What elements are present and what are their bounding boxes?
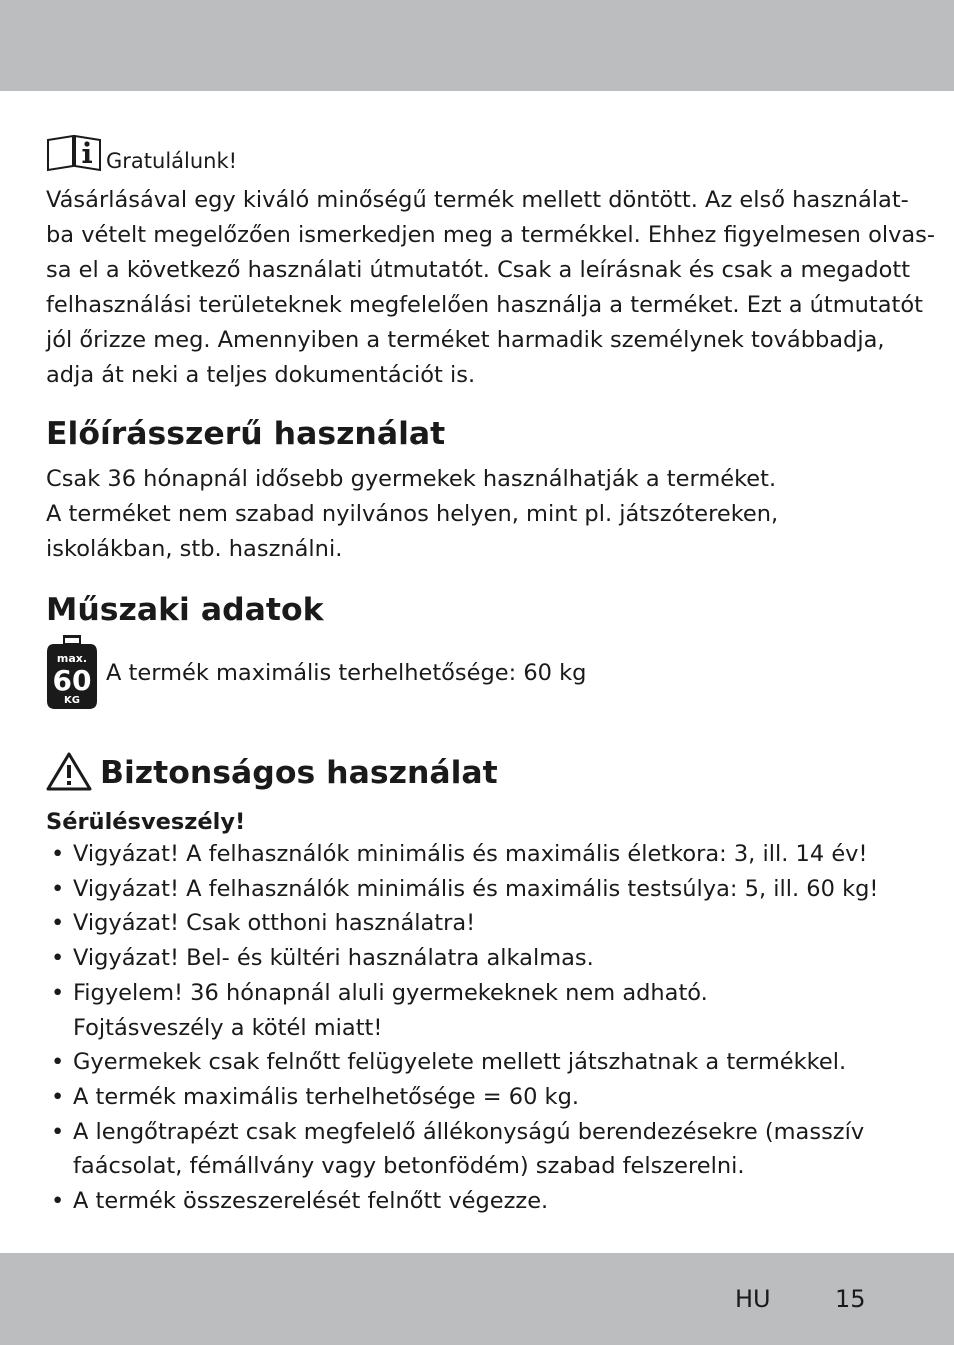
max-weight-icon-unit: KG bbox=[64, 695, 80, 706]
bullet-dot: • bbox=[51, 875, 65, 902]
page-content bbox=[46, 134, 936, 1219]
info-book-icon bbox=[46, 134, 102, 183]
bullet-dot: • bbox=[51, 1188, 65, 1215]
safety-list bbox=[46, 837, 914, 1219]
list-item: • Figyelem! 36 hónapnál aluli gyermekeknek nem adható. Fojtásveszély a kötél miatt! bbox=[46, 976, 914, 1045]
intro-line: felhasználási területeknek megfelelően használja a terméket. Ezt a útmutatót bbox=[46, 292, 923, 318]
list-item: • A termék maximális terhelhetősége = 60 kg. bbox=[46, 1080, 914, 1115]
list-item: • Vigyázat! A felhasználók minimális és maximális életkora: 3, ill. 14 év! bbox=[46, 837, 914, 872]
intro-line: sa el a következő használati útmutatót. Csak a leírásnak és csak a megadott bbox=[46, 257, 911, 283]
list-item: • A termék összeszerelését felnőtt végezze. bbox=[46, 1184, 914, 1219]
safety-heading: Biztonságos használat bbox=[100, 755, 498, 791]
list-item: • Vigyázat! Bel- és kültéri használatra alkalmas. bbox=[46, 941, 914, 976]
max-load-text: A termék maximális terhelhetősége: 60 kg bbox=[106, 660, 587, 686]
warning-triangle-icon bbox=[46, 751, 92, 795]
list-item: • Gyermekek csak felnőtt felügyelete mellett játszhatnak a termékkel. bbox=[46, 1045, 914, 1080]
bullet-dot: • bbox=[51, 1118, 65, 1145]
intended-use-line: Csak 36 hónapnál idősebb gyermekek használhatják a terméket. bbox=[46, 466, 777, 492]
max-weight-icon bbox=[46, 632, 98, 714]
bullet-dot: • bbox=[51, 841, 65, 867]
intended-use-paragraph bbox=[46, 462, 914, 567]
max-load-spec bbox=[46, 634, 914, 712]
intended-use-line: iskolákban, stb. használni. bbox=[46, 536, 343, 562]
intended-use-line: A terméket nem szabad nyilvános helyen, mint pl. játszótereken, bbox=[46, 501, 779, 527]
bullet-dot: • bbox=[51, 1083, 65, 1110]
header-band bbox=[0, 0, 954, 91]
list-item: • Vigyázat! Csak otthoni használatra! bbox=[46, 906, 914, 941]
page-number: 15 bbox=[835, 1285, 866, 1313]
footer-band bbox=[0, 1253, 954, 1345]
bullet-dot: • bbox=[51, 979, 65, 1006]
footer-language-code: HU bbox=[735, 1285, 771, 1313]
intended-use-heading: Előírásszerű használat bbox=[46, 416, 446, 452]
safety-heading-row bbox=[46, 751, 914, 795]
max-weight-icon-top: max. bbox=[56, 652, 88, 665]
bullet-dot: • bbox=[51, 1049, 65, 1076]
max-weight-icon-value: 60 bbox=[52, 664, 92, 697]
injury-warning-subheading: Sérülésveszély! bbox=[46, 809, 246, 835]
intro-line: ba vételt megelőzően ismerkedjen meg a termékkel. Ehhez figyelmesen olvas- bbox=[46, 222, 936, 248]
bullet-dot: • bbox=[51, 945, 65, 972]
intro-line: Vásárlásával egy kiváló minőségű termék mellett döntött. Az első használat- bbox=[46, 187, 909, 213]
list-item: • Vigyázat! A felhasználók minimális és maximális testsúlya: 5, ill. 60 kg! bbox=[46, 872, 914, 907]
technical-heading: Műszaki adatok bbox=[46, 592, 324, 628]
intro-greeting-line bbox=[46, 134, 914, 183]
intro-greeting: Gratulálunk! bbox=[106, 149, 238, 173]
intro-line: adja át neki a teljes dokumentációt is. bbox=[46, 362, 476, 388]
intro-line: jól őrizze meg. Amennyiben a terméket harmadik személynek továbbadja, bbox=[46, 327, 885, 353]
intro-paragraph bbox=[46, 183, 936, 393]
list-item: • A lengőtrapézt csak megfelelő állékonyságú berendezésekre (masszív faácsolat, fémállvány vagy betonfödém) szabad felszerelni. bbox=[46, 1115, 914, 1184]
bullet-dot: • bbox=[51, 910, 65, 937]
